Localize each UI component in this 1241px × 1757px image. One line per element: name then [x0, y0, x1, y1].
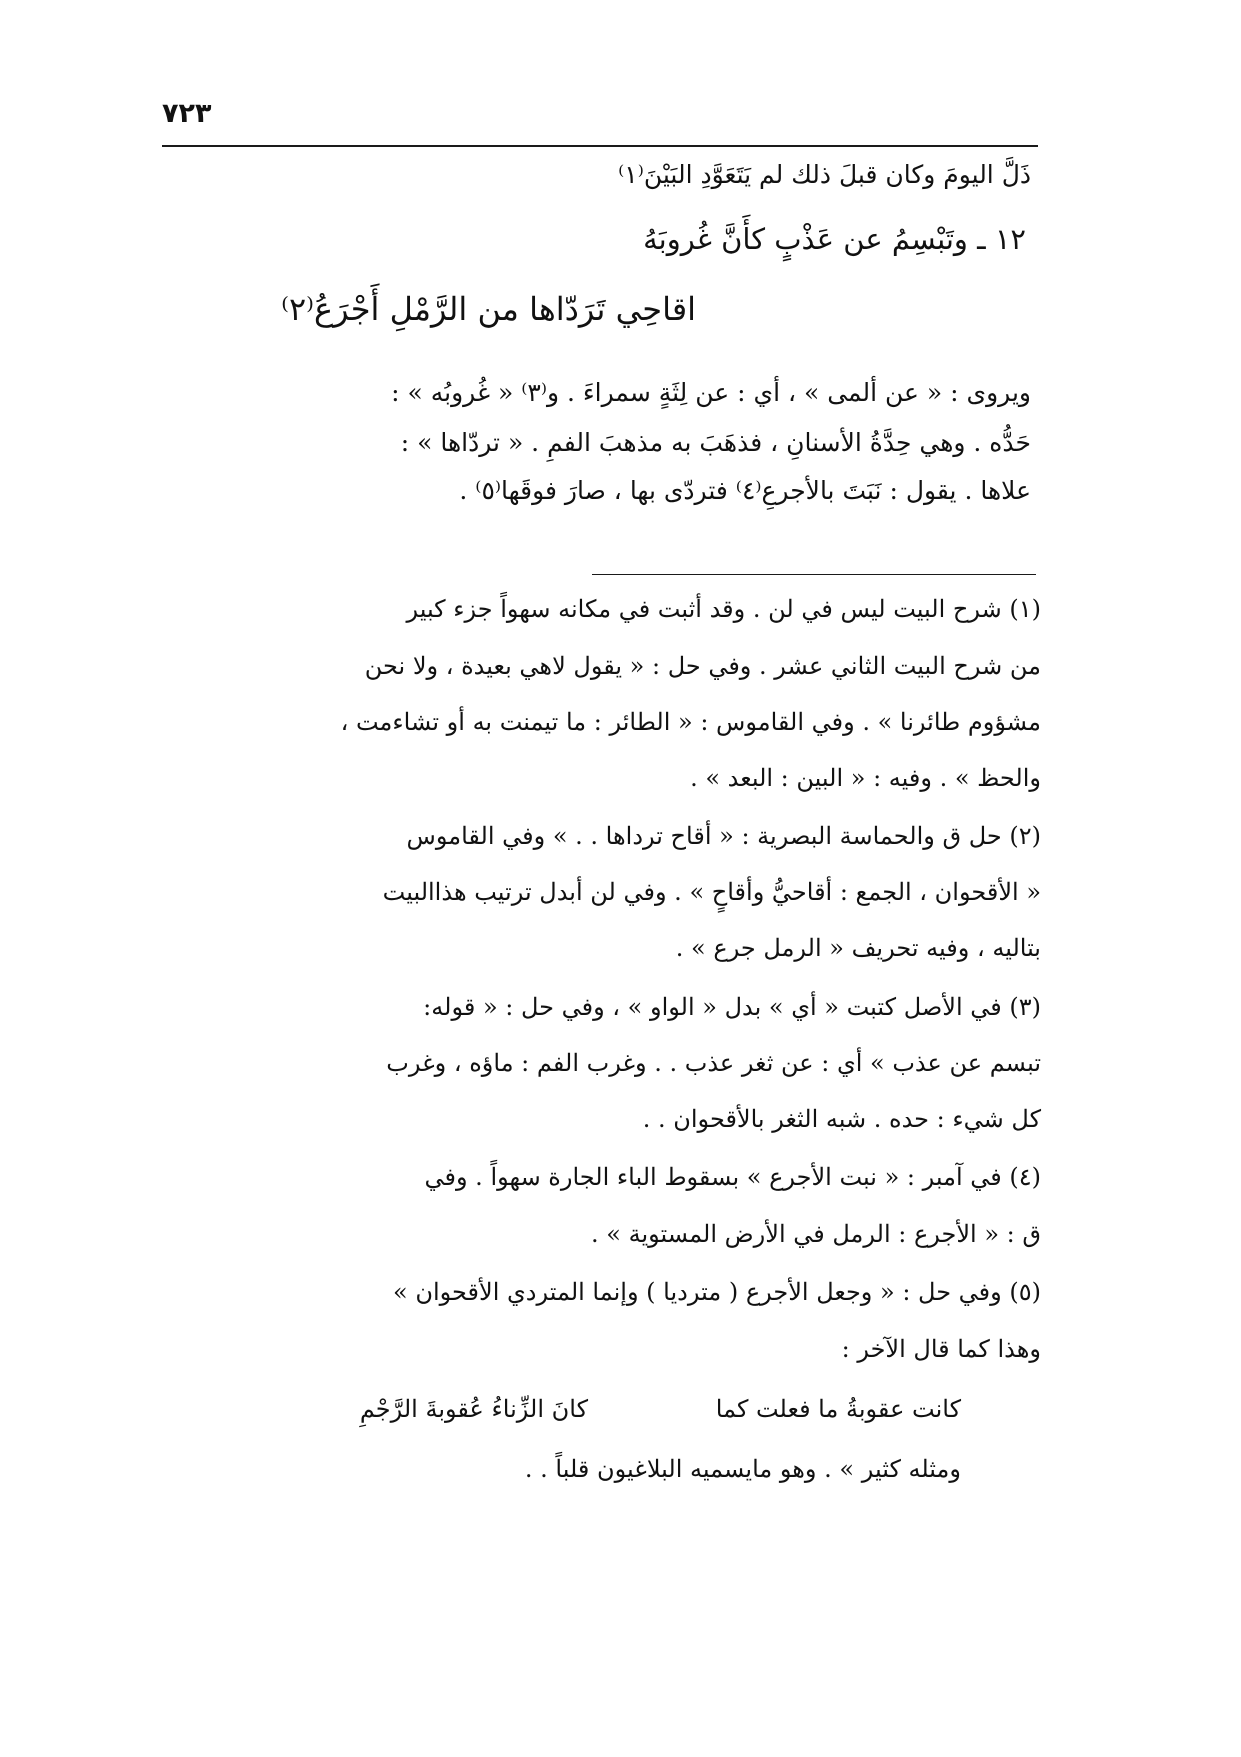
footnotes-rule [592, 574, 1036, 575]
footnote-5-line-2: وهذا كما قال الآخر : [841, 1335, 1041, 1363]
footnote-1-line-3: مشؤوم طائرنا » . وفي القاموس : « الطائر : ما تيمنت به أو تشاءمت ، [340, 708, 1041, 736]
page-number: ٧٢٣ [162, 98, 212, 129]
poem-line-1: ١٢ ـ وتَبْسِمُ عن عَذْبٍ كأَنَّ غُروبَهُ [643, 222, 1026, 256]
footnote-4-line-1: (٤) في آمبر : « نبت الأجرع » بسقوط الباء الجارة سهواً . وفي [424, 1163, 1041, 1191]
footnote-2-line-2: « الأقحوان ، الجمع : أقاحيُّ وأقاحٍ » . وفي لن أبدل ترتيب هذاالبيت [382, 878, 1041, 906]
footnote-3-line-1: (٣) في الأصل كتبت « أي » بدل « الواو » ، وفي حل : « قوله: [423, 993, 1041, 1021]
footnote-5-verse-first-hemistich: كانت عقوبةُ ما فعلت كما [715, 1395, 961, 1423]
main-text-line-6: علاها . يقول : نَبَتَ بالأجرعِ⁽٤⁾ فتردّى بها ، صارَ فوقَها⁽٥⁾ . [459, 476, 1031, 505]
footnote-3-line-3: كل شيء : حده . شبه الثغر بالأقحوان . . [642, 1105, 1041, 1133]
footnote-5-verse-second-hemistich: كانَ الزِّناءُ عُقوبةَ الرَّجْمِ [359, 1395, 588, 1423]
poem-line-2: اقاحِي تَرَدّاها من الرَّمْلِ أَجْرَعُ⁽٢⁾ [281, 290, 696, 328]
header-rule [162, 145, 1038, 147]
main-text-line-4: ويروى : « عن ألمى » ، أي : عن لِثَةٍ سمراءَ . و⁽٣⁾ « غُروبُه » : [391, 378, 1031, 407]
main-text-line-1: ذَلَّ اليومَ وكان قبلَ ذلك لم يَتَعَوَّدِ البَيْنَ⁽١⁾ [618, 160, 1031, 189]
footnote-2-line-1: (٢) حل ق والحماسة البصرية : « أقاح ترداها . . » وفي القاموس [406, 822, 1041, 850]
footnote-5-line-1: (٥) وفي حل : « وجعل الأجرع ( مترديا ) وإنما المتردي الأقحوان » [393, 1278, 1041, 1306]
footnote-5-line-3: ومثله كثير » . وهو مايسميه البلاغيون قلباً . . [524, 1455, 961, 1483]
footnote-4-line-2: ق : « الأجرع : الرمل في الأرض المستوية » . [591, 1220, 1041, 1248]
footnote-1-line-2: من شرح البيت الثاني عشر . وفي حل : « يقول لاهي بعيدة ، ولا نحن [364, 652, 1041, 680]
main-text-line-5: حَدُّه . وهي حِدَّةُ الأسنانِ ، فذهَبَ به مذهبَ الفمِ . « تردّاها » : [400, 428, 1031, 457]
footnote-1-line-1: (١) شرح البيت ليس في لن . وقد أثبت في مكانه سهواً جزء كبير [406, 595, 1041, 623]
footnote-1-line-4: والحظ » . وفيه : « البين : البعد » . [690, 764, 1041, 792]
footnote-2-line-3: بتاليه ، وفيه تحريف « الرمل جرع » . [675, 934, 1041, 962]
footnote-3-line-2: تبسم عن عذب » أي : عن ثغر عذب . . وغرب الفم : ماؤه ، وغرب [386, 1049, 1041, 1077]
